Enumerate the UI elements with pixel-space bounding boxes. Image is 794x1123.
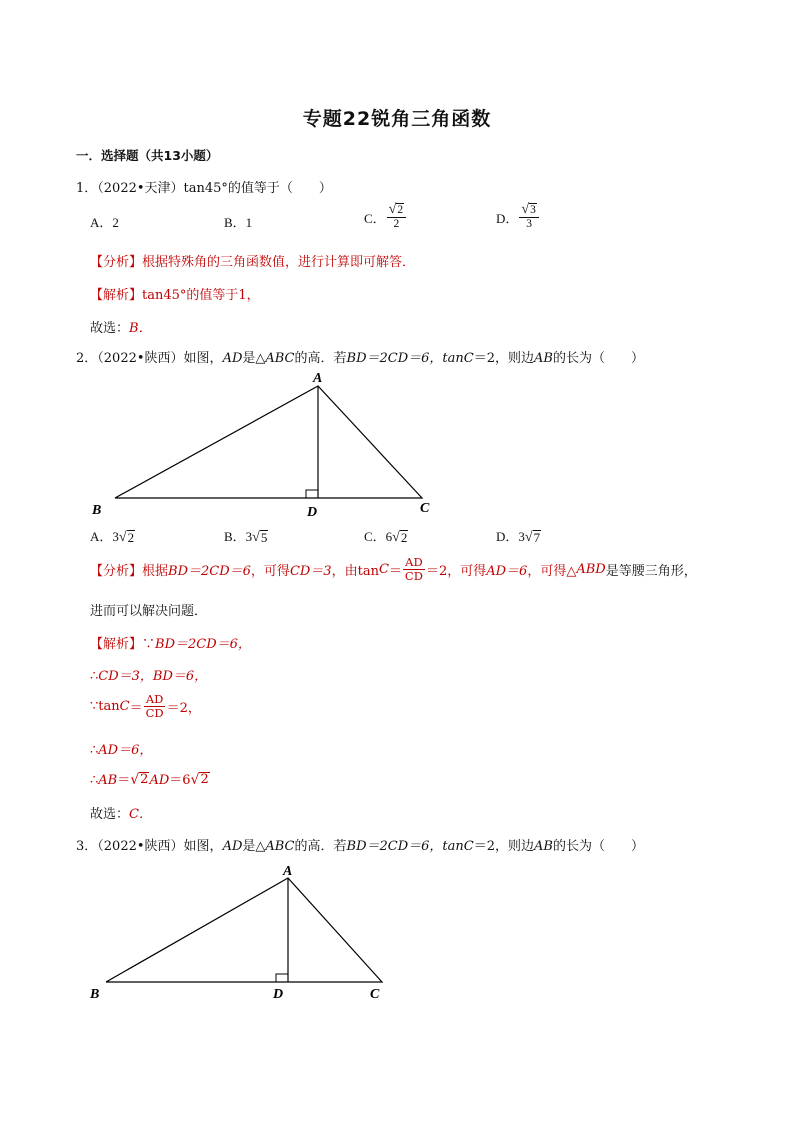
q3-vertex-a: A (283, 864, 293, 879)
q1-analysis (90, 251, 415, 270)
q1-option-d-denominator: 3 (526, 218, 532, 230)
q2-stem-part: C (463, 351, 474, 366)
section-heading: 一．选择题（共13小题） (76, 148, 219, 163)
q1-option-b: B．1 (224, 215, 253, 230)
q2-solution-line3 (90, 693, 201, 720)
q2-analysis-part: ，可得 (250, 564, 290, 579)
q2-stem-part: ＝2，则边 (473, 351, 535, 366)
q3-triangle (106, 878, 382, 982)
q2-analysis-part: BD＝2CD＝6 (168, 564, 251, 579)
page-title: 专题22锐角三角函数 (302, 108, 492, 130)
q2-stem-part: BD＝2CD＝6，tan (346, 351, 464, 366)
q2-stem-part: 是△ (242, 351, 266, 366)
q3-number: 3． (76, 839, 98, 854)
q2-solution-part: ∵tan (90, 699, 120, 714)
q2-analysis-part: ，可得△ (527, 564, 577, 579)
q2-solution-fraction (144, 693, 166, 720)
analysis-label: 【分析】 (90, 564, 143, 579)
q1-solution-text: tan45°的值等于1， (142, 288, 260, 303)
q2-stem-part: 的高．若 (294, 351, 347, 366)
q2-option-a-prefix: A．3 (90, 529, 119, 544)
q2-solution-line4 (90, 739, 152, 758)
q2-solution-part: AD＝6， (98, 743, 153, 758)
q3-vertex-c: C (370, 987, 380, 1002)
q3-stem-part: 的高．若 (294, 839, 347, 854)
q3-stem-part: BD＝2CD＝6，tan (346, 839, 464, 854)
q2-analysis-part: CD＝3 (289, 564, 332, 579)
q1-option-d-radicand: 3 (530, 204, 536, 217)
q3-stem-part: ABC (265, 839, 295, 854)
q2-option-d: D．3 √ 7 (496, 529, 541, 545)
q3-source: （2022•陕西） (97, 839, 184, 854)
q2-source: （2022•陕西） (97, 351, 184, 366)
analysis-label: 【分析】 (90, 255, 143, 270)
q2-stem-part: 的长为（ ） (552, 351, 644, 366)
q3-right-angle-mark (276, 974, 288, 982)
q2-stem-part: AB (534, 351, 553, 366)
choose-label: 故选： (90, 807, 130, 822)
q3-stem-part: 如图， (183, 839, 223, 854)
q3-vertex-d: D (273, 987, 284, 1002)
q2-option-b: B．3 √ 5 (224, 529, 268, 545)
q2-option-b-radicand: 5 (260, 529, 268, 545)
q3-stem-part: 的长为（ ） (552, 839, 644, 854)
q2-solution-radicand: 2 (140, 771, 149, 787)
q2-analysis-part: 根据 (142, 564, 169, 579)
q2-stem-part: 如图， (183, 351, 223, 366)
q2-analysis-fraction-num: AD (405, 555, 423, 569)
q2-solution-radicand: 2 (200, 771, 209, 787)
q1-option-c-prefix: C． (364, 210, 386, 226)
q2-analysis-line2: 进而可以解决问题． (90, 604, 208, 619)
q2-option-b-prefix: B．3 (224, 529, 253, 544)
solution-label: 【解析】 (90, 637, 143, 652)
q1-option-c-fraction: √ 2 2 (387, 203, 406, 231)
q1-text: tan45°的值等于（ ） (183, 181, 332, 196)
q2-solution-line1 (90, 633, 251, 652)
q2-solution-part: CD＝3，BD＝6， (98, 669, 208, 684)
q2-analysis: 【分析】 根据 BD＝2CD＝6 ，可得 CD＝3 ，由tan C ＝ $\frac{AD}{CD}$ ＝2，可得 AD＝6 ，可得△ ABD 是等腰三角形， (90, 555, 697, 583)
q1-option-a: A．2 (90, 215, 119, 230)
q2-analysis-part: AD＝6 (486, 564, 528, 579)
q2-option-c-radicand: 2 (400, 529, 408, 545)
q3-stem (76, 835, 644, 854)
q2-analysis-part: ，由tan (331, 564, 379, 579)
solution-label: 【解析】 (90, 288, 143, 303)
q2-vertex-a: A (313, 371, 323, 386)
q2-vertex-d: D (307, 505, 318, 520)
q1-source: （2022•天津） (97, 181, 184, 196)
q2-stem-part: ABC (265, 351, 295, 366)
q2-solution-part: BD＝2CD＝6， (155, 637, 251, 652)
q2-solution-part: AB (98, 773, 118, 788)
q2-option-a: A．3 √ 2 (90, 529, 135, 545)
q3-triangle-figure (82, 858, 402, 1006)
q1-option-d-prefix: D． (496, 210, 519, 226)
q2-option-d-prefix: D．3 (496, 529, 525, 544)
q1-answer (90, 317, 152, 336)
q2-analysis-part: C (378, 562, 389, 577)
q2-solution-part: ＝ (117, 773, 131, 788)
q1-analysis-text: 根据特殊角的三角函数值，进行计算即可解答． (142, 255, 416, 270)
q3-stem-part: AB (534, 839, 553, 854)
q1-option-c-radicand: 2 (397, 204, 404, 217)
q2-analysis-part: 是等腰三角形， (605, 564, 697, 579)
q1-option-c (364, 203, 407, 231)
q2-triangle-figure (80, 366, 460, 521)
q2-solution-line2 (90, 665, 207, 684)
q1-option-d-fraction: √ 3 3 (519, 203, 538, 231)
q2-solution-part: ∴ (90, 773, 99, 788)
q2-analysis-part: ＝2，可得 (425, 564, 487, 579)
q1-number: 1． (76, 181, 98, 196)
q2-solution-part: ∴ (90, 743, 99, 758)
q2-option-d-radicand: 7 (533, 529, 541, 545)
q2-vertex-c: C (420, 501, 430, 516)
q2-stem (76, 347, 644, 366)
q2-solution-part: C (119, 699, 130, 714)
q2-solution-fraction-den: CD (145, 706, 164, 720)
q2-solution-part: ＝6 (169, 773, 191, 788)
q3-stem-part: AD (222, 839, 243, 854)
q2-triangle (115, 386, 422, 498)
q2-option-c: C．6 √ 2 (364, 529, 408, 545)
q3-stem-part: ＝2，则边 (473, 839, 535, 854)
q1-option-c-denominator: 2 (393, 218, 400, 230)
q2-solution-part: ＝ (129, 701, 143, 716)
q2-solution-part: ＝2， (166, 701, 201, 716)
q3-stem-part: C (463, 839, 474, 854)
q3-vertex-b: B (90, 987, 100, 1002)
q2-analysis-fraction-den: CD (404, 569, 423, 583)
q3-stem-part: 是△ (242, 839, 266, 854)
q2-solution-line5: ∴AB＝ √ 2 AD＝6 √ 2 (90, 771, 209, 788)
q2-solution-fraction-num: AD (145, 692, 164, 706)
choose-label: 故选： (90, 321, 130, 336)
q2-vertex-b: B (92, 503, 102, 518)
q2-stem-part: AD (222, 351, 243, 366)
q2-solution-part: ∴ (90, 669, 99, 684)
q1-solution (90, 284, 260, 303)
q2-option-c-prefix: C．6 (364, 529, 393, 544)
q2-right-angle-mark (306, 490, 318, 498)
q2-number: 2． (76, 351, 98, 366)
q2-analysis-fraction (403, 556, 425, 583)
q2-answer (90, 803, 152, 822)
q2-option-a-radicand: 2 (127, 529, 135, 545)
q2-solution-part: AD (149, 773, 170, 788)
q1-stem (76, 177, 332, 196)
q2-answer-value: C． (129, 807, 152, 822)
q2-analysis-part: ABD (576, 562, 606, 577)
q2-solution-part: ∵ (142, 637, 156, 652)
q1-option-d (496, 203, 540, 231)
q1-answer-value: B． (129, 321, 152, 336)
